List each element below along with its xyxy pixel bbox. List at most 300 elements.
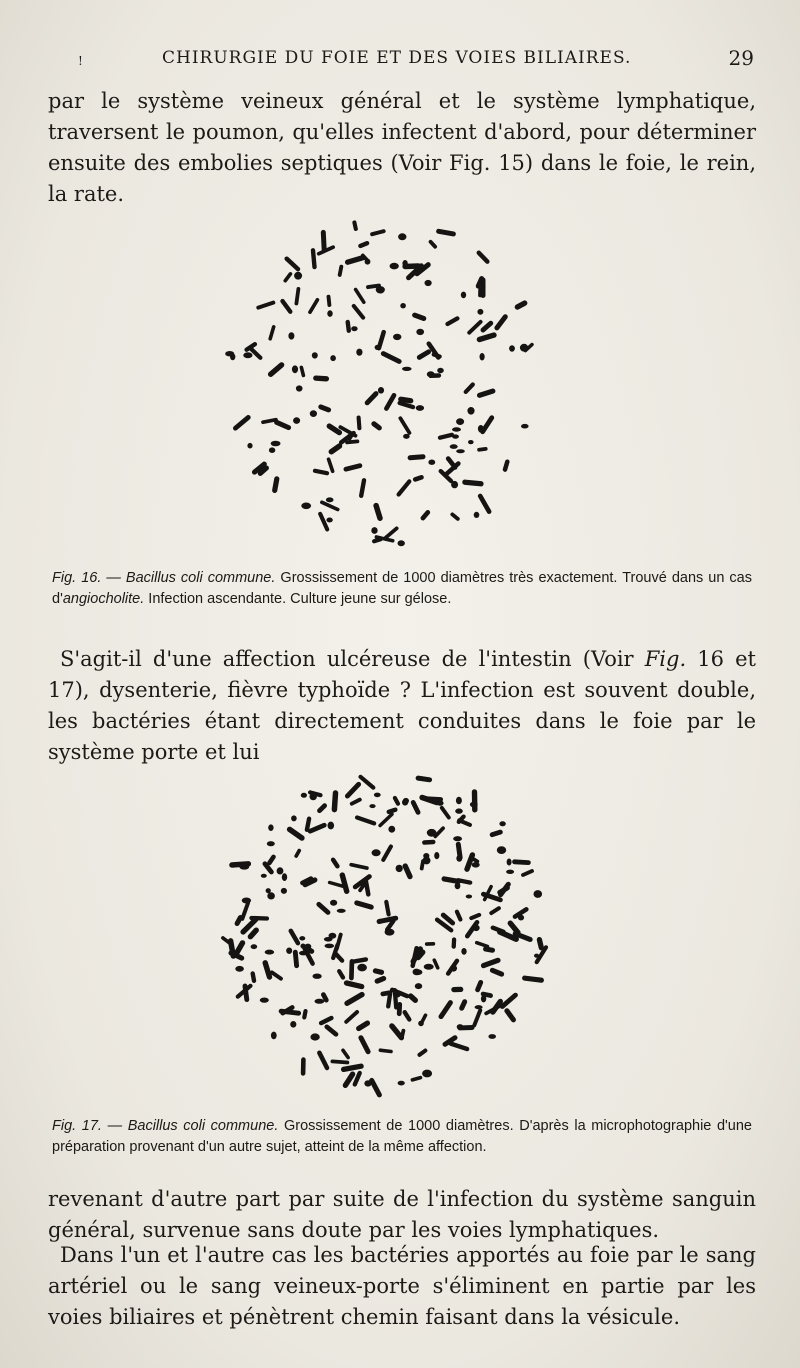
bacillus-mark [251, 944, 258, 949]
bacillus-mark [434, 960, 437, 968]
bacillus-mark [283, 301, 291, 312]
bacillus-mark [420, 1051, 426, 1055]
bacillus-mark [376, 506, 380, 519]
bacillus-mark [290, 829, 302, 838]
bacillus-mark [296, 385, 303, 391]
bacillus-mark [399, 481, 410, 494]
bacillus-mark [374, 424, 379, 428]
bacillus-mark [493, 928, 504, 932]
bacillus-mark [385, 929, 395, 936]
bacillus-mark [265, 950, 274, 955]
bacillus-mark [360, 243, 367, 246]
bacillus-mark [502, 995, 515, 1006]
bacillus-mark [345, 1074, 352, 1085]
figure-17-caption [52, 1116, 752, 1158]
bacillus-mark [389, 810, 396, 812]
bacillus-mark [492, 832, 500, 835]
bacillus-mark [515, 862, 529, 863]
bacillus-mark [251, 349, 261, 358]
bacillus-mark [375, 345, 381, 350]
bacillus-mark [291, 931, 298, 943]
bacillus-mark [347, 784, 358, 796]
bacillus-mark [456, 449, 465, 453]
bacillus-mark [442, 808, 449, 818]
figure-16-text-1: Grossissement de 1000 diamètres très exactement. Trouvé dans un cas d' [52, 570, 752, 607]
bacillus-mark [268, 824, 273, 831]
bacillus-mark [368, 286, 379, 288]
figure-16 [0, 200, 800, 560]
bacillus-mark [342, 875, 346, 891]
bacillus-mark [374, 793, 381, 798]
bacillus-mark [346, 466, 360, 470]
bacillus-mark [371, 527, 377, 534]
bacillus-mark [386, 528, 397, 537]
bacillus-mark [325, 944, 335, 949]
paragraph-2-pre: S'agit-il d'une affection ulcéreuse de l'intestin (Voir [60, 647, 645, 671]
bacillus-mark [457, 912, 461, 920]
bacillus-mark [330, 900, 337, 906]
bacillus-mark [415, 315, 424, 318]
bacillus-mark [424, 964, 434, 970]
bacillus-mark [253, 974, 254, 981]
bacillus-mark [416, 405, 424, 411]
bacillus-mark [472, 862, 480, 868]
bacillus-mark [486, 949, 493, 950]
bacillus-mark [500, 888, 508, 893]
bacillus-mark [517, 303, 524, 307]
bacillus-mark [457, 1024, 464, 1030]
bacillus-mark [480, 496, 489, 512]
bacillus-mark [383, 847, 391, 860]
bacillus-mark [424, 842, 433, 843]
bacillus-mark [396, 865, 403, 872]
bacillus-mark [301, 367, 303, 375]
bacillus-mark [377, 979, 383, 982]
bacillus-mark [315, 471, 327, 473]
bacillus-mark [301, 503, 311, 510]
bacillus-mark [369, 804, 375, 808]
bacillus-mark [237, 918, 240, 924]
bacillus-mark [444, 879, 458, 882]
bacillus-mark [456, 797, 462, 804]
bacillus-mark [431, 242, 436, 247]
bacillus-mark [402, 367, 412, 371]
bacillus-mark [400, 403, 413, 407]
bacillus-mark [456, 418, 464, 425]
bacillus-mark [491, 908, 499, 913]
bacillus-mark [418, 1021, 424, 1027]
bacillus-mark [450, 444, 458, 449]
bacillus-mark [479, 449, 486, 450]
bacillus-mark [509, 345, 515, 351]
bacillus-mark [425, 799, 441, 800]
bacillus-mark [271, 365, 282, 374]
bacillus-mark [313, 974, 322, 979]
bacillus-mark [351, 326, 357, 331]
bacillus-mark [347, 983, 362, 987]
bacillus-mark [411, 996, 416, 1000]
bacillus-mark [326, 497, 334, 502]
bacillus-mark [468, 440, 474, 444]
bacillus-mark [359, 418, 360, 429]
bacillus-mark [357, 903, 371, 907]
paragraph-3-text: revenant d'autre part par suite de l'infection du système sanguin général, survenue sans doute par les voies lymphatiques. [48, 1187, 756, 1242]
bacillus-mark [475, 1005, 483, 1009]
margin-mark: ! [78, 54, 83, 68]
bacillus-mark [242, 903, 248, 919]
figure-16-disease: angiocholite. [62, 591, 145, 607]
bacillus-mark [477, 309, 483, 315]
bacillus-mark [287, 259, 298, 269]
paragraph-4-text: Dans l'un et l'autre cas les bactéries apportés au foie par le sang artériel ou le sang veineux-porte s'éliminent en partie par les voies biliaires et pénètrent chemin faisant dans la vésicule. [48, 1243, 756, 1329]
bacillus-mark [313, 250, 315, 267]
bacillus-mark [497, 846, 506, 854]
paragraph-1 [48, 86, 756, 210]
bacillus-mark [395, 798, 398, 804]
bacillus-mark [323, 232, 324, 250]
bacillus-mark [277, 867, 284, 874]
bacillus-mark [521, 424, 529, 429]
bacillus-mark [451, 1044, 467, 1049]
bacillus-mark [379, 918, 396, 921]
micrograph-17 [0, 760, 800, 1105]
bacillus-mark [343, 1050, 348, 1057]
bacillus-mark [441, 1003, 450, 1017]
bacillus-mark [380, 814, 392, 825]
bacillus-mark [448, 318, 458, 324]
bacillus-mark [412, 1078, 420, 1080]
bacillus-mark [507, 859, 512, 866]
bacillus-mark [434, 852, 439, 859]
bacillus-mark [337, 935, 341, 949]
bacillus-mark [243, 352, 252, 358]
bacillus-mark [272, 973, 281, 979]
bacillus-mark [321, 407, 329, 410]
bacillus-mark [235, 966, 244, 972]
bacillus-mark [281, 888, 287, 894]
bacillus-mark [428, 460, 435, 465]
bacillus-mark [329, 459, 333, 471]
bacillus-mark [383, 354, 399, 362]
bacillus-mark [320, 514, 327, 530]
bacillus-mark [361, 480, 364, 496]
bacillus-mark [461, 948, 466, 955]
bacillus-mark [520, 344, 528, 352]
bacillus-mark [340, 267, 342, 275]
bacillus-mark [319, 904, 328, 912]
bacillus-mark [267, 841, 275, 846]
figure-16-caption [52, 568, 752, 610]
bacillus-mark [506, 870, 514, 874]
paragraph-3 [48, 1184, 756, 1246]
bacillus-mark [310, 792, 320, 795]
bacillus-mark [422, 861, 423, 868]
bacillus-mark [400, 418, 409, 433]
bacillus-mark [510, 923, 518, 932]
bacillus-mark [483, 323, 491, 330]
bacillus-mark [458, 844, 460, 857]
figure-16-label: Fig. 16. — [52, 570, 121, 586]
bacillus-mark [462, 1002, 465, 1009]
bacillus-mark [465, 482, 481, 484]
bacillus-mark [327, 310, 332, 317]
bacillus-mark [450, 965, 457, 972]
bacillus-mark [484, 960, 499, 965]
bacillus-mark [355, 1073, 360, 1084]
bacillus-mark [269, 857, 273, 863]
bacillus-mark [488, 1034, 496, 1039]
bacillus-mark [479, 335, 494, 339]
bacillus-mark [320, 806, 325, 811]
bacillus-mark [390, 263, 399, 270]
bacillus-mark [515, 909, 527, 916]
bacillus-mark [330, 355, 336, 361]
bacillus-mark [290, 1021, 296, 1028]
bacillus-mark [497, 317, 505, 328]
bacillus-mark [474, 1010, 480, 1025]
bacillus-mark [398, 1081, 405, 1086]
bacillus-mark [304, 1011, 305, 1017]
bacillus-mark [405, 1012, 410, 1019]
bacillus-mark [452, 514, 458, 519]
bacillus-mark [269, 447, 275, 453]
bacillus-mark [378, 387, 384, 394]
bacillus-mark [375, 971, 381, 972]
bacillus-mark [356, 290, 364, 303]
bacillus-mark [413, 969, 422, 975]
bacillus-mark [376, 286, 385, 293]
bacillus-mark [425, 280, 432, 286]
bacillus-mark [361, 1038, 368, 1052]
figure-17-species: Bacillus coli commune. [127, 1118, 279, 1134]
bacillus-mark [410, 457, 423, 458]
bacillus-mark [372, 849, 381, 856]
bacillus-mark [277, 422, 289, 427]
bacillus-mark [301, 793, 307, 798]
bacillus-mark [299, 951, 308, 956]
bacillus-mark [265, 963, 269, 977]
paragraph-2 [48, 644, 756, 768]
bacillus-mark [271, 1032, 277, 1040]
paragraph-4 [48, 1240, 756, 1333]
bacillus-mark [334, 793, 335, 810]
running-title: CHIRURGIE DU FOIE ET DES VOIES BILIAIRES. [162, 48, 632, 68]
bacillus-mark [403, 434, 410, 439]
bacillus-mark [235, 417, 248, 428]
bacillus-mark [351, 961, 352, 978]
bacillus-mark [380, 1050, 391, 1051]
bacillus-mark [295, 952, 296, 966]
bacillus-mark [299, 936, 305, 940]
bacillus-mark [399, 1004, 400, 1013]
bacillus-mark [505, 462, 507, 470]
bacillus-mark [392, 1026, 402, 1038]
bacillus-mark [452, 434, 459, 438]
bacillus-mark [423, 857, 431, 865]
bacillus-mark [423, 512, 428, 518]
bacillus-mark [288, 332, 294, 339]
bacillus-mark [398, 233, 406, 240]
bacillus-mark [329, 426, 339, 433]
bacillus-mark [310, 410, 317, 417]
bacillus-mark [328, 822, 335, 830]
bacillus-mark [291, 815, 297, 821]
bacillus-mark [322, 502, 338, 509]
bacillus-mark [329, 933, 337, 939]
bacillus-mark [323, 995, 326, 1001]
bacillus-mark [250, 930, 256, 937]
bacillus-mark [443, 915, 453, 923]
bacillus-mark [492, 970, 501, 974]
page-number: 29 [728, 46, 754, 70]
bacillus-mark [359, 1023, 368, 1028]
bacillus-mark [401, 399, 411, 401]
bacillus-mark [480, 353, 485, 360]
bacillus-mark [499, 821, 505, 826]
figure-17 [0, 760, 800, 1105]
bacillus-mark [282, 873, 287, 881]
bacillus-mark [286, 948, 292, 954]
bacillus-mark [267, 892, 275, 899]
bacillus-mark [354, 959, 366, 961]
bacillus-mark [383, 993, 390, 994]
bacillus-mark [405, 266, 418, 267]
bacillus-mark [471, 915, 479, 918]
bacillus-mark [539, 940, 541, 948]
bacillus-mark [372, 1080, 380, 1095]
bacillus-mark [483, 994, 491, 996]
bacillus-mark [232, 864, 249, 865]
bacillus-mark [293, 417, 300, 424]
bacillus-mark [354, 223, 355, 229]
bacillus-mark [455, 808, 463, 813]
bacillus-mark [402, 260, 407, 267]
bacillus-mark [348, 258, 363, 263]
bacillus-mark [386, 902, 388, 915]
bacillus-mark [469, 322, 480, 333]
bacillus-mark [427, 829, 437, 837]
bacillus-mark [474, 512, 480, 518]
bacillus-mark [225, 351, 234, 356]
bacillus-mark [416, 329, 424, 335]
bacillus-mark [393, 334, 401, 340]
bacillus-mark [329, 297, 330, 305]
bacillus-mark [271, 441, 281, 447]
bacillus-mark [327, 1027, 336, 1035]
bacillus-mark [466, 385, 473, 392]
bacillus-mark [310, 825, 324, 831]
bacillus-mark [525, 978, 542, 980]
bacillus-mark [339, 971, 343, 977]
bacillus-mark [405, 866, 410, 877]
bacillus-mark [483, 418, 492, 432]
bacillus-mark [263, 420, 276, 423]
bacillus-mark [337, 909, 346, 913]
bacillus-mark [270, 327, 274, 339]
bacillus-mark [357, 818, 374, 824]
bacillus-mark [285, 274, 290, 281]
bacillus-mark [346, 1012, 357, 1022]
bacillus-mark [461, 292, 466, 299]
bacillus-mark [403, 798, 409, 804]
bacillus-mark [356, 349, 362, 356]
bacillus-mark [242, 898, 251, 904]
bacillus-mark [296, 851, 299, 856]
bacillus-mark [315, 999, 325, 1004]
figure-17-label: Fig. 17. — [52, 1118, 123, 1134]
bacillus-mark [523, 871, 532, 875]
micrograph-16 [0, 200, 800, 560]
bacillus-mark [478, 982, 481, 989]
bacillus-mark [351, 865, 367, 868]
bacillus-mark [332, 1061, 347, 1062]
bacillus-mark [357, 964, 367, 972]
paragraph-2-figref: Fig. [644, 647, 687, 671]
bacillus-mark [455, 883, 461, 890]
bacillus-mark [347, 995, 362, 1004]
bacillus-mark [480, 391, 493, 395]
bacillus-mark [292, 365, 298, 373]
bacillus-mark [333, 860, 337, 866]
bacillus-mark [479, 253, 488, 262]
bacillus-mark [236, 943, 243, 955]
bacillus-mark [437, 368, 444, 373]
bacillus-mark [415, 983, 422, 989]
bacillus-mark [372, 231, 384, 234]
bacillus-mark [452, 427, 461, 431]
bacillus-mark [439, 231, 454, 234]
bacillus-mark [386, 395, 394, 408]
bacillus-mark [435, 828, 443, 836]
bacillus-mark [534, 890, 543, 898]
bacillus-mark [354, 306, 363, 318]
bacillus-mark [418, 778, 430, 780]
paragraph-1-text: par le système veineux général et le système lymphatique, traversent le poumon, qu'elles infectent d'abord, pour déterminer ensuite des embolies septiques (Voir Fig. 15) dans le foie, le rein, la rate. [48, 89, 756, 206]
bacillus-mark [348, 322, 349, 331]
bacillus-mark [440, 435, 452, 438]
bacillus-mark [361, 777, 374, 788]
page-header [60, 48, 754, 78]
bacillus-mark [419, 352, 428, 358]
bacillus-mark [451, 481, 458, 488]
bacillus-mark [310, 300, 317, 312]
bacillus-mark [252, 918, 267, 919]
bacillus-mark [374, 539, 381, 541]
bacillus-mark [331, 446, 339, 452]
bacillus-mark [294, 272, 302, 280]
bacillus-mark [344, 1066, 362, 1069]
bacillus-mark [415, 477, 421, 479]
bacillus-mark [326, 518, 332, 523]
bacillus-mark [352, 800, 360, 804]
bacillus-mark [316, 378, 327, 379]
bacillus-mark [310, 1033, 319, 1040]
bacillus-mark [258, 303, 273, 308]
bacillus-mark [321, 1018, 331, 1023]
figure-16-text-2: Infection ascendante. Culture jeune sur gélose. [144, 591, 452, 607]
bacillus-mark [275, 479, 277, 491]
bacillus-mark [467, 407, 474, 415]
paragraph-2-text [48, 644, 756, 768]
bacillus-mark [296, 289, 298, 304]
bacillus-mark [336, 954, 342, 961]
figure-16-species: Bacillus coli commune. [125, 570, 276, 586]
bacillus-mark [398, 540, 405, 546]
bacillus-mark [312, 352, 318, 358]
bacillus-mark [400, 303, 406, 308]
bacillus-mark [347, 441, 357, 442]
bacillus-mark [319, 1053, 327, 1068]
